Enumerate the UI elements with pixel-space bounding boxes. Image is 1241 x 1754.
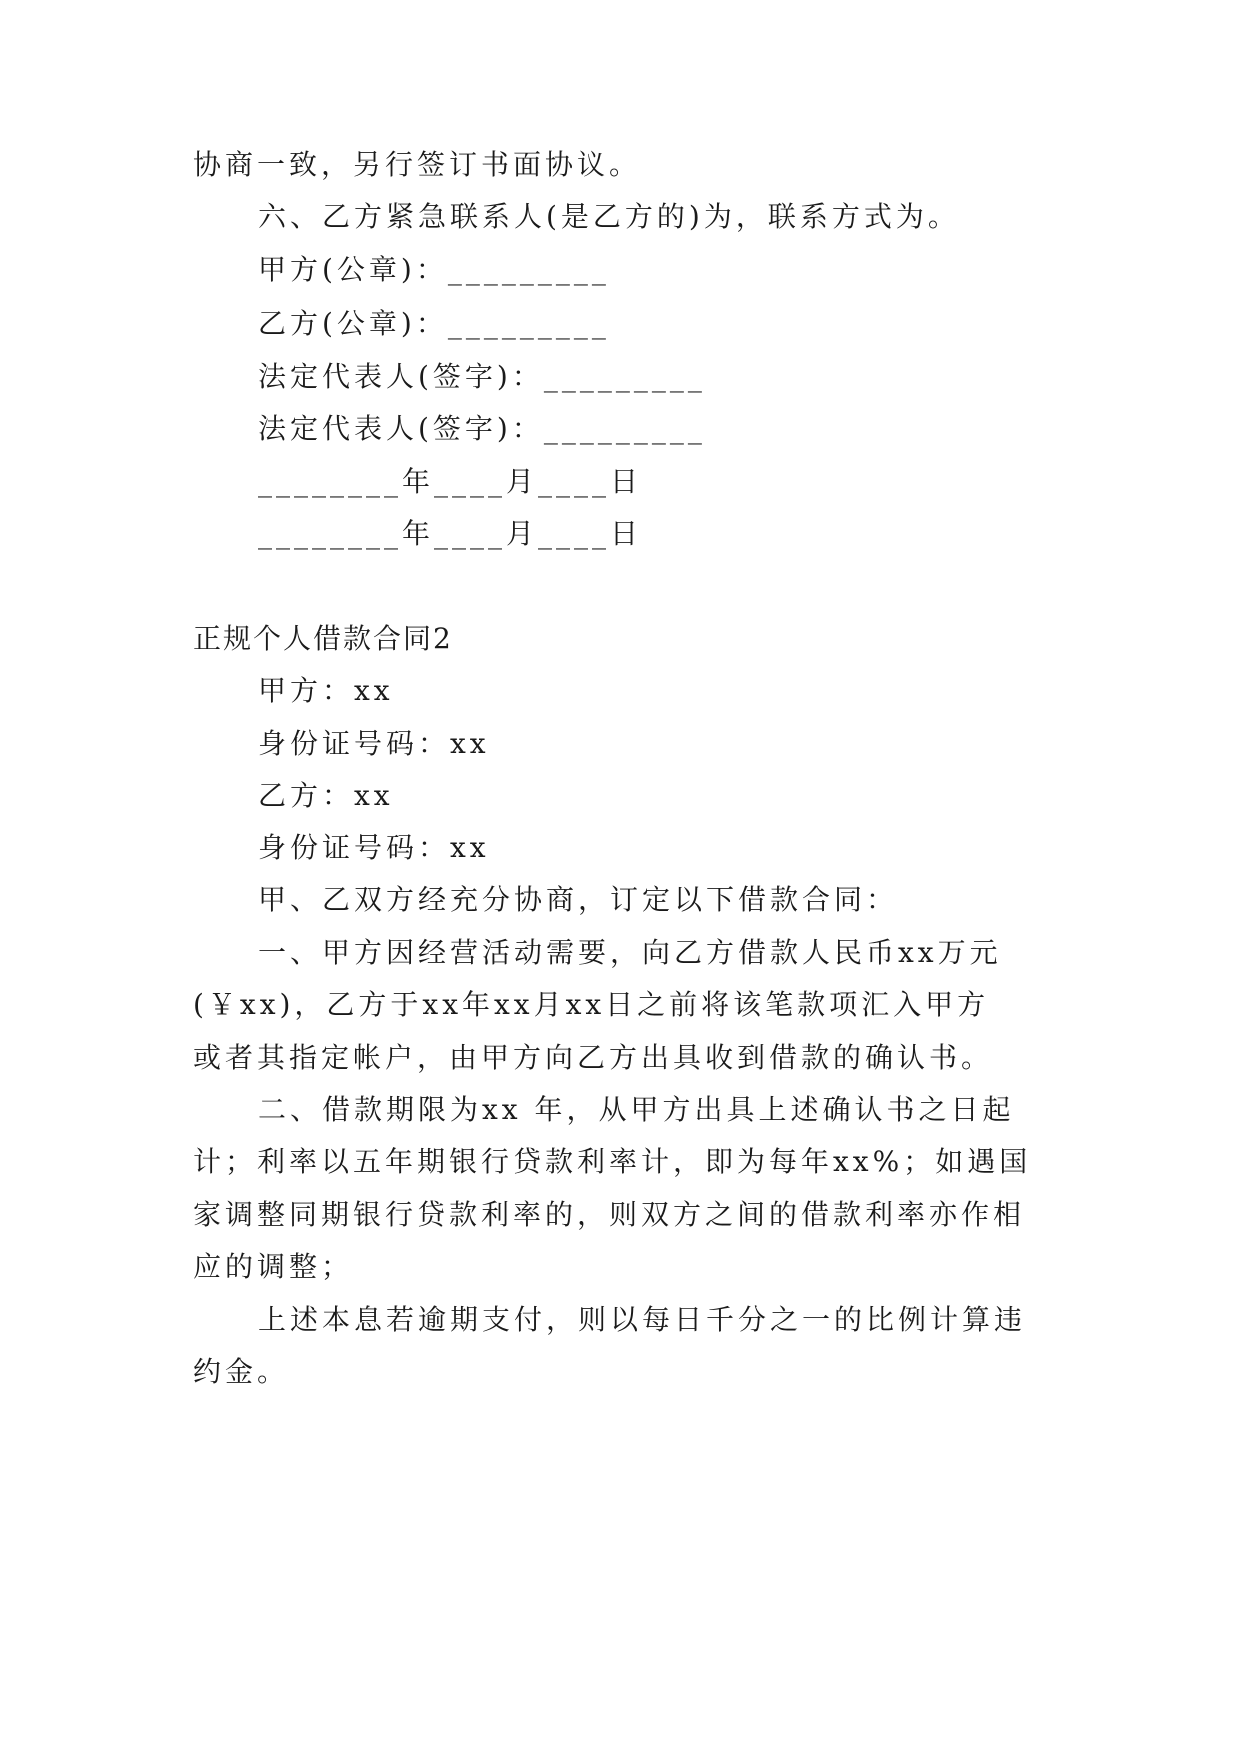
party-b-line: 乙方：xx bbox=[258, 779, 394, 812]
paragraph-emergency-contact: 六、乙方紧急联系人(是乙方的)为，联系方式为。 bbox=[258, 200, 960, 233]
agreement-intro: 甲、乙双方经充分协商，订定以下借款合同： bbox=[258, 883, 899, 916]
clause-2-line-2: 计；利率以五年期银行贷款利率计，即为每年xx%；如遇国 bbox=[193, 1145, 1032, 1178]
party-a-line: 甲方：xx bbox=[258, 674, 394, 707]
party-b-seal-line: 乙方(公章)：_________ bbox=[258, 307, 610, 340]
clause-1-line-1: 一、甲方因经营活动需要，向乙方借款人民币xx万元 bbox=[258, 936, 1002, 969]
clause-2-line-3: 家调整同期银行贷款利率的，则双方之间的借款利率亦作相 bbox=[193, 1198, 1026, 1231]
date-line-2: ________年____月____日 bbox=[258, 517, 643, 550]
legal-rep-signature-line-1: 法定代表人(签字)：_________ bbox=[258, 360, 706, 393]
clause-1-line-3: 或者其指定帐户，由甲方向乙方出具收到借款的确认书。 bbox=[193, 1041, 994, 1074]
penalty-line-2: 约金。 bbox=[193, 1355, 290, 1388]
party-b-id-line: 身份证号码：xx bbox=[258, 831, 490, 864]
clause-2-line-1: 二、借款期限为xx 年，从甲方出具上述确认书之日起 bbox=[258, 1093, 1015, 1126]
section-title: 正规个人借款合同2 bbox=[193, 622, 453, 655]
party-a-id-line: 身份证号码：xx bbox=[258, 727, 490, 760]
legal-rep-signature-line-2: 法定代表人(签字)：_________ bbox=[258, 412, 706, 445]
date-line-1: ________年____月____日 bbox=[258, 465, 643, 498]
clause-2-line-4: 应的调整； bbox=[193, 1250, 354, 1283]
party-a-seal-line: 甲方(公章)：_________ bbox=[258, 253, 610, 286]
penalty-line-1: 上述本息若逾期支付，则以每日千分之一的比例计算违 bbox=[258, 1303, 1027, 1336]
paragraph-continuation: 协商一致，另行签订书面协议。 bbox=[193, 148, 642, 181]
clause-1-line-2: (￥xx)，乙方于xx年xx月xx日之前将该笔款项汇入甲方 bbox=[193, 988, 990, 1021]
